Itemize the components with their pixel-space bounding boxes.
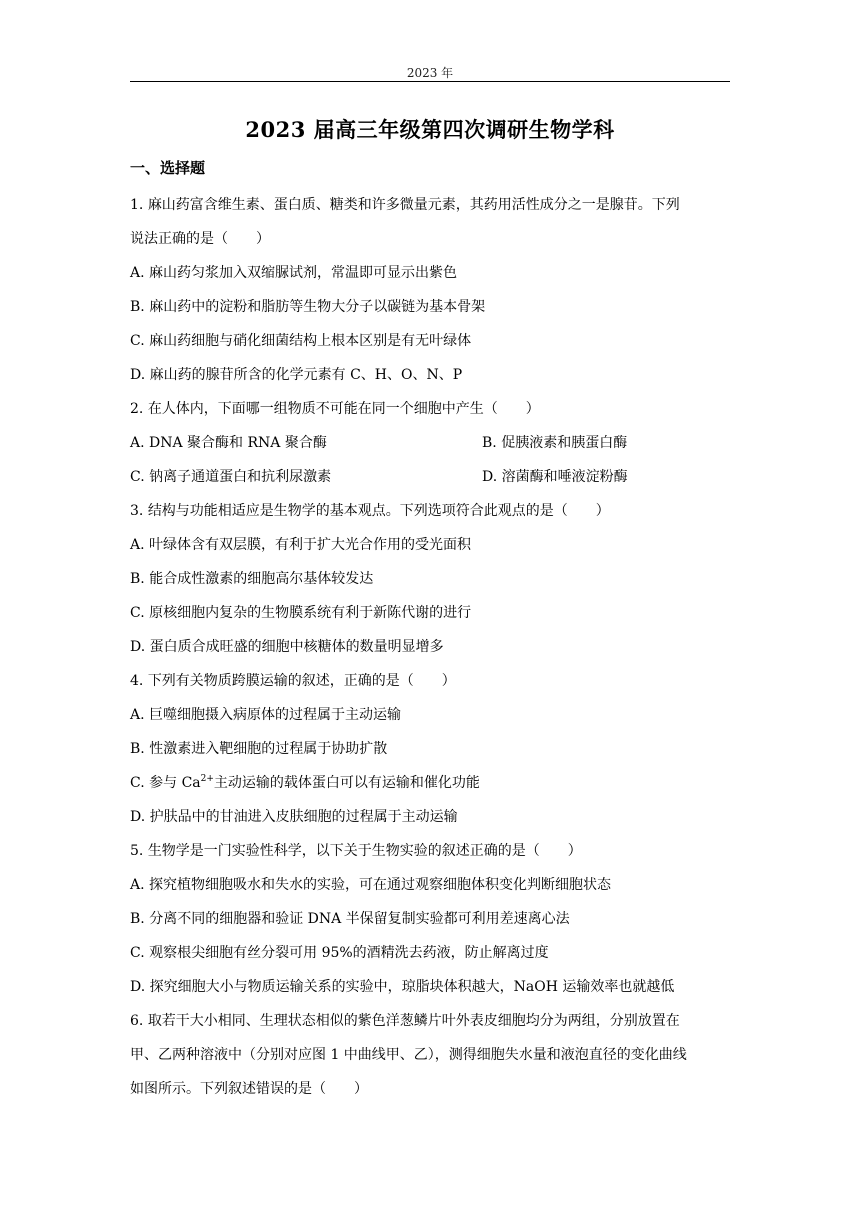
option-row (130, 460, 734, 494)
option-b: B. 分离不同的细胞器和验证 DNA 半保留复制实验都可利用差速离心法 (130, 911, 570, 927)
option-b: B. 麻山药中的淀粉和脂肪等生物大分子以碳链为基本骨架 (130, 299, 486, 315)
question-stem-continued: 甲、乙两种溶液中（分别对应图 1 中曲线甲、乙），测得细胞失水量和液泡直径的变化曲线 (130, 1047, 687, 1063)
option-c-text-rest: 主动运输的载体蛋白可以有运输和催化功能 (213, 775, 480, 791)
question-text: 结构与功能相适应是生物学的基本观点。下列选项符合此观点的是（ ） (147, 503, 610, 519)
option-d: D. 探究细胞大小与物质运输关系的实验中，琼脂块体积越大，NaOH 运输效率也就越低 (130, 979, 675, 995)
question-list (130, 188, 734, 1106)
question-number: 1. (130, 197, 144, 213)
question-5 (130, 834, 734, 1004)
question-text: 在人体内，下面哪一组物质不可能在同一个细胞中产生（ ） (147, 401, 540, 417)
superscript-charge: 2+ (200, 774, 214, 784)
question-number: 2. (130, 401, 144, 417)
question-text: 取若干大小相同、生理状态相似的紫色洋葱鳞片叶外表皮细胞均分为两组，分别放置在 (147, 1013, 680, 1029)
document-title: 2023 届高三年级第四次调研生物学科 (245, 117, 615, 142)
question-text: 下列有关物质跨膜运输的叙述，正确的是（ ） (147, 673, 456, 689)
option-d: D. 蛋白质合成旺盛的细胞中核糖体的数量明显增多 (130, 639, 444, 655)
option-d: D. 护肤品中的甘油进入皮肤细胞的过程属于主动运输 (130, 809, 458, 825)
option-b: B. 促胰液素和胰蛋白酶 (482, 435, 628, 451)
question-number: 4. (130, 673, 144, 689)
option-c (130, 766, 734, 800)
question-stem-continued: 如图所示。下列叙述错误的是（ ） (130, 1081, 368, 1097)
page-header: 2023 年 (406, 66, 454, 80)
section-heading: 一、选择题 (130, 159, 206, 177)
question-number: 3. (130, 503, 144, 519)
option-c: C. 钠离子通道蛋白和抗利尿激素 (130, 469, 332, 485)
question-stem-continued: 说法正确的是（ ） (130, 231, 270, 247)
option-a: A. 探究植物细胞吸水和失水的实验，可在通过观察细胞体积变化判断细胞状态 (130, 877, 612, 893)
option-d: D. 溶菌酶和唾液淀粉酶 (482, 469, 628, 485)
option-c-text: C. 参与 Ca (130, 775, 201, 791)
question-number: 6. (130, 1013, 144, 1029)
option-a: A. DNA 聚合酶和 RNA 聚合酶 (130, 435, 327, 451)
option-c: C. 麻山药细胞与硝化细菌结构上根本区别是有无叶绿体 (130, 333, 472, 349)
question-stem (130, 494, 734, 528)
question-number: 5. (130, 843, 144, 859)
question-text: 生物学是一门实验性科学，以下关于生物实验的叙述正确的是（ ） (147, 843, 582, 859)
question-stem (130, 188, 734, 222)
question-6 (130, 1004, 734, 1106)
option-c: C. 观察根尖细胞有丝分裂可用 95%的酒精洗去药液，防止解离过度 (130, 945, 549, 961)
option-b: B. 能合成性激素的细胞高尔基体较发达 (130, 571, 374, 587)
question-stem (130, 664, 734, 698)
question-3 (130, 494, 734, 664)
question-2 (130, 392, 734, 494)
option-a: A. 麻山药匀浆加入双缩脲试剂，常温即可显示出紫色 (130, 265, 458, 281)
option-a: A. 叶绿体含有双层膜，有利于扩大光合作用的受光面积 (130, 537, 472, 553)
option-a: A. 巨噬细胞摄入病原体的过程属于主动运输 (130, 707, 402, 723)
question-stem (130, 1004, 734, 1038)
option-c: C. 原核细胞内复杂的生物膜系统有利于新陈代谢的进行 (130, 605, 472, 621)
question-text: 麻山药富含维生素、蛋白质、糖类和许多微量元素，其药用活性成分之一是腺苷。下列 (147, 197, 680, 213)
question-stem (130, 834, 734, 868)
option-d: D. 麻山药的腺苷所含的化学元素有 C、H、O、N、P (130, 367, 463, 383)
question-stem (130, 392, 734, 426)
question-4 (130, 664, 734, 834)
header-divider (130, 81, 730, 82)
option-row (130, 426, 734, 460)
option-b: B. 性激素进入靶细胞的过程属于协助扩散 (130, 741, 388, 757)
question-1 (130, 188, 734, 392)
